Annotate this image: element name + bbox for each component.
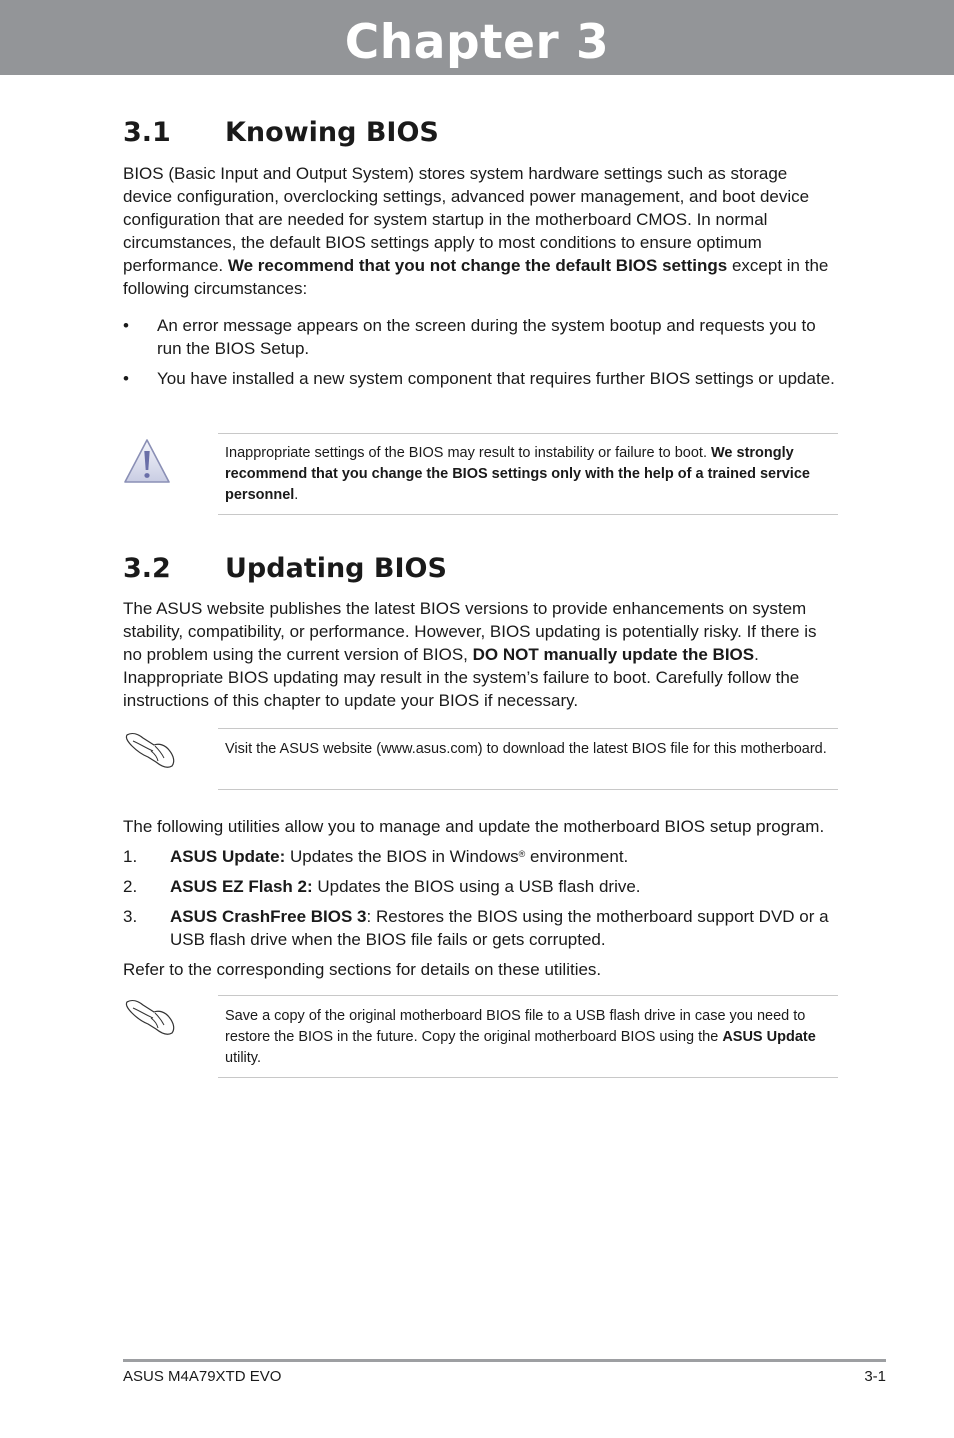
bullet-item: [123, 367, 839, 390]
note-hand-icon: [124, 996, 176, 1036]
utility-description: Updates the BIOS in Windows: [285, 847, 519, 866]
utility-description: Updates the BIOS using a USB flash drive.: [312, 877, 641, 896]
bullet-marker: •: [123, 316, 129, 335]
utility-name: ASUS Update:: [170, 847, 286, 866]
caution-box: [218, 433, 838, 515]
note-text-plain: Save a copy of the original motherboard BIOS file to a USB flash drive in case you need to restore the BIOS in the future. Copy the original motherboard BIOS using the: [225, 1008, 806, 1045]
section-heading-3-1: [123, 116, 439, 150]
updating-bios-paragraph: [123, 597, 839, 712]
caution-text-plain: .: [294, 487, 299, 503]
footer-rule: [123, 1359, 886, 1362]
paragraph-emphasis: DO NOT manually update the BIOS: [472, 645, 755, 664]
note-text-emphasis: ASUS Update: [722, 1029, 816, 1045]
section-number: 3.1: [123, 117, 171, 148]
utility-item: [123, 905, 839, 951]
note-text: Visit the ASUS website (www.asus.com) to download the latest BIOS file for this motherboard.: [225, 741, 827, 757]
warning-icon: [122, 437, 172, 485]
note-text: [218, 996, 838, 1069]
list-number: 1.: [123, 847, 138, 866]
caution-text-plain: Inappropriate settings of the BIOS may result to instability or failure to boot.: [225, 445, 711, 461]
bullet-text: An error message appears on the screen during the system bootup and requests you to run the BIOS Setup.: [157, 316, 816, 358]
note-box: [218, 995, 838, 1078]
list-number: 2.: [123, 877, 138, 896]
paragraph-text: . Inappropriate BIOS updating may result in the system’s failure to boot. Carefully follow the instructions of this chapter to update your BIOS if necessary.: [123, 645, 800, 710]
knowing-bios-paragraph: [123, 162, 839, 300]
registered-mark: ®: [518, 849, 526, 859]
utility-text: [170, 875, 839, 898]
bullet-item: [123, 314, 839, 360]
utility-description: environment.: [525, 847, 629, 866]
note-box: [218, 728, 838, 790]
utilities-intro: The following utilities allow you to manage and update the motherboard BIOS setup program.: [123, 817, 825, 836]
utility-name: ASUS CrashFree BIOS 3: [170, 907, 367, 926]
bullet-marker: •: [123, 369, 129, 388]
paragraph-text: BIOS (Basic Input and Output System) stores system hardware settings such as storage device configuration, overclocking settings, advanced power management, and boot device configuration that are needed for system startup in the motherboard CMOS. In normal circumstances, the default BIOS settings apply to most conditions to ensure optimum performance.: [123, 164, 810, 275]
utility-item: [123, 845, 839, 868]
utility-text: [170, 845, 839, 868]
caution-text-emphasis: We strongly recommend that you change the BIOS settings only with the help of a trained service personnel: [225, 445, 810, 503]
footer-page-number: 3-1: [864, 1368, 886, 1385]
list-number: 3.: [123, 907, 138, 926]
footer-product-name: ASUS M4A79XTD EVO: [123, 1368, 282, 1385]
paragraph-emphasis: We recommend that you not change the default BIOS settings: [227, 256, 728, 275]
utility-text: [170, 905, 839, 951]
section-heading-3-2: [123, 552, 447, 586]
section-title: Knowing BIOS: [225, 117, 439, 148]
note-hand-icon: [124, 729, 176, 769]
bullet-text: You have installed a new system component that requires further BIOS settings or update.: [157, 369, 835, 388]
caution-text: [218, 434, 838, 506]
note-text-plain: utility.: [225, 1050, 261, 1066]
utility-item: [123, 875, 839, 898]
refer-paragraph: Refer to the corresponding sections for details on these utilities.: [123, 960, 602, 979]
paragraph-text: except in the following circumstances:: [123, 256, 829, 298]
utility-description: : Restores the BIOS using the motherboard support DVD or a USB flash drive when the BIOS file fails or gets corrupted.: [170, 907, 829, 949]
paragraph-text: The ASUS website publishes the latest BIOS versions to provide enhancements on system stability, compatibility, or performance. However, BIOS updating is potentially risky. If there is no problem using the current version of BIOS,: [123, 599, 817, 664]
utility-name: ASUS EZ Flash 2:: [170, 877, 313, 896]
section-number: 3.2: [123, 553, 171, 584]
chapter-title: Chapter 3: [344, 15, 610, 70]
section-title: Updating BIOS: [225, 553, 447, 584]
